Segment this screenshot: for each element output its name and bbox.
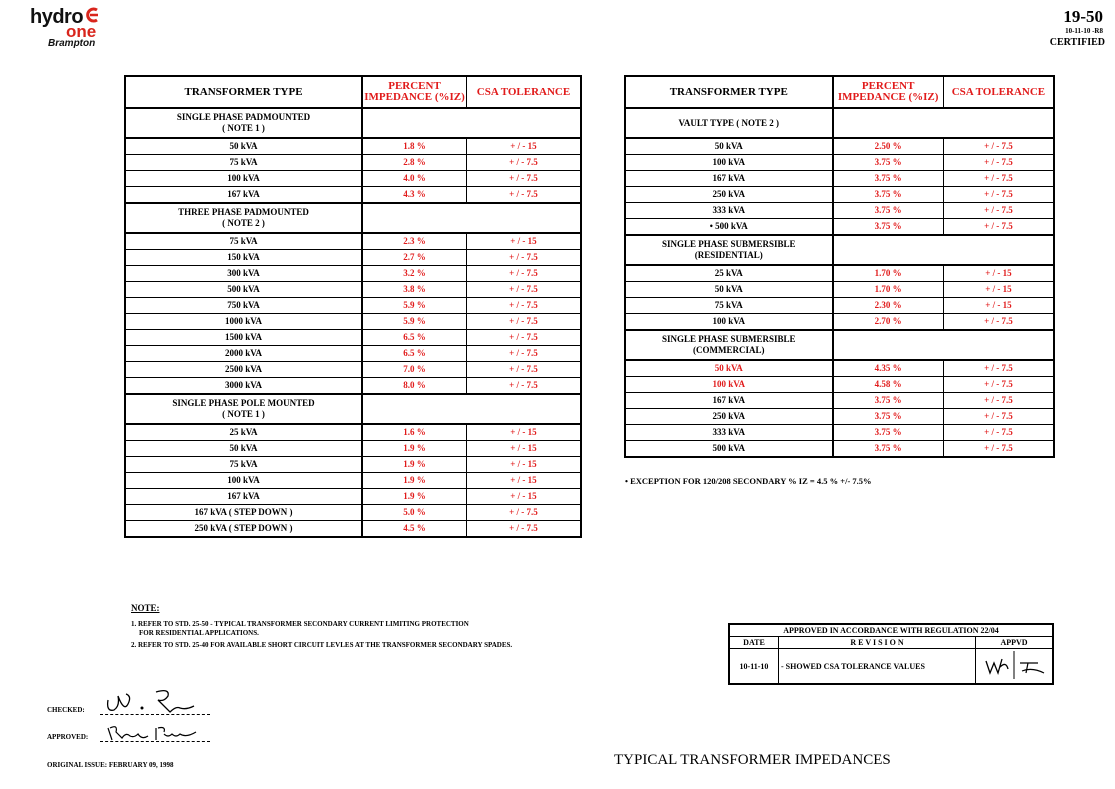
impedance-cell: 3.75 % xyxy=(833,393,944,409)
group-blank-cell xyxy=(362,108,581,138)
group-title-line2: ( NOTE 2 ) xyxy=(222,218,265,228)
table-row xyxy=(125,330,581,346)
impedance-cell: 8.0 % xyxy=(362,378,466,395)
group-header-row xyxy=(125,203,581,233)
impedance-cell: 6.5 % xyxy=(362,330,466,346)
rating-cell: 750 kVA xyxy=(125,298,362,314)
rating-cell: 167 kVA ( STEP DOWN ) xyxy=(125,505,362,521)
table-row xyxy=(125,441,581,457)
table-row xyxy=(125,521,581,538)
tolerance-cell: + / - 7.5 xyxy=(943,393,1054,409)
logo-one-text: one xyxy=(66,22,97,41)
rating-cell: 100 kVA xyxy=(625,155,833,171)
table-row xyxy=(125,473,581,489)
group-blank-cell xyxy=(833,108,1055,138)
rating-cell: 25 kVA xyxy=(125,424,362,441)
original-issue-date: ORIGINAL ISSUE: FEBRUARY 09, 1998 xyxy=(47,761,174,769)
impedance-cell: 7.0 % xyxy=(362,362,466,378)
tolerance-cell: + / - 7.5 xyxy=(466,330,581,346)
rating-cell: 50 kVA xyxy=(625,360,833,377)
group-title xyxy=(125,203,362,233)
rating-cell: 2000 kVA xyxy=(125,346,362,362)
table-row xyxy=(125,489,581,505)
notes-title: NOTE: xyxy=(131,603,160,613)
impedance-cell: 3.8 % xyxy=(362,282,466,298)
rating-cell: 75 kVA xyxy=(125,233,362,250)
tolerance-cell: + / - 7.5 xyxy=(466,171,581,187)
rating-cell: 75 kVA xyxy=(125,457,362,473)
right-impedance-table xyxy=(624,75,1055,458)
csa-tolerance-header: CSA TOLERANCE xyxy=(466,76,581,108)
tolerance-cell: + / - 7.5 xyxy=(943,441,1054,458)
note-1-continued: FOR RESIDENTIAL APPLICATIONS. xyxy=(139,629,259,637)
tolerance-cell: + / - 15 xyxy=(466,138,581,155)
tolerance-cell: + / - 7.5 xyxy=(943,155,1054,171)
table-row xyxy=(625,203,1054,219)
percent-impedance-header-line1: PERCENT xyxy=(388,80,441,92)
impedance-cell: 3.75 % xyxy=(833,171,944,187)
impedance-cell: 2.30 % xyxy=(833,298,944,314)
tolerance-cell: + / - 7.5 xyxy=(943,187,1054,203)
rating-cell: 167 kVA xyxy=(125,187,362,204)
note-1: 1. REFER TO STD. 25-50 - TYPICAL TRANSFORMER SECONDARY CURRENT LIMITING PROTECTION xyxy=(131,620,469,628)
group-title-line1: SINGLE PHASE PADMOUNTED xyxy=(176,112,311,122)
table-row xyxy=(625,282,1054,298)
impedance-cell: 3.75 % xyxy=(833,155,944,171)
group-title xyxy=(625,330,833,360)
rating-cell: 100 kVA xyxy=(125,171,362,187)
logo-hydro-text: hydro xyxy=(30,6,84,28)
tolerance-cell: + / - 7.5 xyxy=(943,203,1054,219)
tolerance-cell: + / - 7.5 xyxy=(466,266,581,282)
table-row xyxy=(125,457,581,473)
checked-label: CHECKED: xyxy=(47,706,85,714)
rating-cell: 50 kVA xyxy=(125,138,362,155)
group-blank-cell xyxy=(362,203,581,233)
revision-date-header: DATE xyxy=(729,637,779,649)
approval-initials-signature xyxy=(978,649,1050,681)
hydro-one-logo xyxy=(28,6,118,50)
tolerance-cell: + / - 15 xyxy=(466,233,581,250)
tolerance-cell: + / - 15 xyxy=(466,473,581,489)
rating-cell: 1500 kVA xyxy=(125,330,362,346)
checked-signature xyxy=(104,686,204,716)
impedance-cell: 5.9 % xyxy=(362,314,466,330)
impedance-cell: 3.2 % xyxy=(362,266,466,282)
tolerance-cell: + / - 7.5 xyxy=(466,250,581,266)
tolerance-cell: + / - 7.5 xyxy=(466,378,581,395)
impedance-cell: 1.6 % xyxy=(362,424,466,441)
impedance-cell: 2.7 % xyxy=(362,250,466,266)
rating-cell: 167 kVA xyxy=(125,489,362,505)
tolerance-cell: + / - 7.5 xyxy=(466,298,581,314)
impedance-cell: 1.9 % xyxy=(362,457,466,473)
rating-cell: 300 kVA xyxy=(125,266,362,282)
group-title-line1: VAULT TYPE ( NOTE 2 ) xyxy=(678,117,779,128)
table-header-row xyxy=(125,76,581,108)
rating-cell: 3000 kVA xyxy=(125,378,362,395)
table-row xyxy=(625,441,1054,458)
rating-cell: 50 kVA xyxy=(625,138,833,155)
group-title-line1: SINGLE PHASE POLE MOUNTED xyxy=(172,398,315,408)
rating-cell: 50 kVA xyxy=(125,441,362,457)
tolerance-cell: + / - 7.5 xyxy=(466,155,581,171)
rating-cell: 333 kVA xyxy=(625,425,833,441)
impedance-cell: 1.9 % xyxy=(362,489,466,505)
table-row xyxy=(125,424,581,441)
impedance-cell: 1.70 % xyxy=(833,265,944,282)
group-blank-cell xyxy=(833,235,1055,265)
percent-impedance-header-line2: IMPEDANCE (%IZ) xyxy=(837,91,939,103)
rating-cell: 75 kVA xyxy=(125,155,362,171)
tolerance-cell: + / - 15 xyxy=(943,282,1054,298)
impedance-cell: 2.8 % xyxy=(362,155,466,171)
group-header-row xyxy=(125,108,581,138)
table-row xyxy=(625,187,1054,203)
table-row xyxy=(125,187,581,204)
approved-signature xyxy=(104,720,204,744)
impedance-cell: 2.50 % xyxy=(833,138,944,155)
revision-row-date: 10-11-10 xyxy=(729,649,779,685)
impedance-cell: 1.70 % xyxy=(833,282,944,298)
group-blank-cell xyxy=(833,330,1055,360)
rating-cell: 2500 kVA xyxy=(125,362,362,378)
table-row xyxy=(125,346,581,362)
tolerance-cell: + / - 7.5 xyxy=(466,282,581,298)
impedance-cell: 3.75 % xyxy=(833,409,944,425)
impedance-cell: 4.3 % xyxy=(362,187,466,204)
table-row xyxy=(125,378,581,395)
group-title-line2: ( NOTE 1 ) xyxy=(222,123,265,133)
impedance-cell: 2.70 % xyxy=(833,314,944,331)
table-row xyxy=(625,155,1054,171)
rating-cell: 25 kVA xyxy=(625,265,833,282)
exception-note: • EXCEPTION FOR 120/208 SECONDARY % IZ = 4.5 % +/- 7.5% xyxy=(625,476,872,486)
rating-cell: 1000 kVA xyxy=(125,314,362,330)
group-title-line2: ( NOTE 1 ) xyxy=(222,409,265,419)
table-row xyxy=(125,250,581,266)
table-row xyxy=(125,155,581,171)
rating-cell: 100 kVA xyxy=(625,377,833,393)
transformer-type-header: TRANSFORMER TYPE xyxy=(125,76,362,108)
revision-appvd-header: APPVD xyxy=(976,637,1054,649)
impedance-cell: 2.3 % xyxy=(362,233,466,250)
tolerance-cell: + / - 7.5 xyxy=(943,138,1054,155)
rating-cell: 167 kVA xyxy=(625,171,833,187)
group-header-row xyxy=(625,108,1054,138)
impedance-cell: 1.9 % xyxy=(362,473,466,489)
table-row xyxy=(625,425,1054,441)
tolerance-cell: + / - 7.5 xyxy=(466,521,581,538)
revision-approval-initials xyxy=(976,649,1054,685)
percent-impedance-header-line1: PERCENT xyxy=(861,80,915,92)
approved-label: APPROVED: xyxy=(47,733,89,741)
tolerance-cell: + / - 15 xyxy=(466,424,581,441)
rating-cell: 250 kVA xyxy=(625,409,833,425)
group-title xyxy=(625,235,833,265)
revision-header: R E V I S I O N xyxy=(779,637,976,649)
rating-cell: 333 kVA xyxy=(625,203,833,219)
tolerance-cell: + / - 15 xyxy=(943,265,1054,282)
rating-cell: 500 kVA xyxy=(125,282,362,298)
rating-cell: 50 kVA xyxy=(625,282,833,298)
group-header-row xyxy=(625,330,1054,360)
impedance-cell: 6.5 % xyxy=(362,346,466,362)
tolerance-cell: + / - 7.5 xyxy=(943,360,1054,377)
group-title xyxy=(125,394,362,424)
impedance-cell: 5.9 % xyxy=(362,298,466,314)
impedance-cell: 1.8 % xyxy=(362,138,466,155)
table-row xyxy=(125,138,581,155)
note-2: 2. REFER TO STD. 25-40 FOR AVAILABLE SHORT CIRCUIT LEVLES AT THE TRANSFORMER SECONDARY SPADES. xyxy=(131,641,513,649)
group-title-line2: (COMMERCIAL) xyxy=(693,345,765,355)
rating-cell: • 500 kVA xyxy=(625,219,833,236)
rating-cell: 100 kVA xyxy=(625,314,833,331)
rating-cell: 250 kVA xyxy=(625,187,833,203)
impedance-cell: 4.58 % xyxy=(833,377,944,393)
standard-number: 19-50 xyxy=(1063,7,1103,26)
table-row xyxy=(125,505,581,521)
standard-revision-date: 10-11-10 -R8 xyxy=(1065,27,1103,35)
table-row xyxy=(625,377,1054,393)
tolerance-cell: + / - 7.5 xyxy=(943,171,1054,187)
table-row xyxy=(625,265,1054,282)
table-row xyxy=(625,171,1054,187)
table-row xyxy=(625,360,1054,377)
certified-status: CERTIFIED xyxy=(1049,37,1105,48)
left-impedance-table xyxy=(124,75,582,538)
table-row xyxy=(125,282,581,298)
logo-city-text: Brampton xyxy=(48,38,96,49)
tolerance-cell: + / - 15 xyxy=(466,489,581,505)
percent-impedance-header xyxy=(833,76,944,108)
tolerance-cell: + / - 7.5 xyxy=(466,314,581,330)
percent-impedance-header-line2: IMPEDANCE (%IZ) xyxy=(364,91,465,103)
tolerance-cell: + / - 7.5 xyxy=(943,219,1054,236)
rating-cell: 75 kVA xyxy=(625,298,833,314)
tolerance-cell: + / - 7.5 xyxy=(943,377,1054,393)
csa-tolerance-header: CSA TOLERANCE xyxy=(943,76,1054,108)
group-title-line2: (RESIDENTIAL) xyxy=(694,250,763,260)
table-row xyxy=(125,171,581,187)
rating-cell: 150 kVA xyxy=(125,250,362,266)
impedance-cell: 4.35 % xyxy=(833,360,944,377)
table-row xyxy=(125,266,581,282)
table-row xyxy=(625,138,1054,155)
transformer-type-header: TRANSFORMER TYPE xyxy=(625,76,833,108)
rating-cell: 250 kVA ( STEP DOWN ) xyxy=(125,521,362,538)
table-row xyxy=(125,362,581,378)
group-title xyxy=(125,108,362,138)
tolerance-cell: + / - 7.5 xyxy=(466,346,581,362)
table-row xyxy=(625,314,1054,331)
tolerance-cell: + / - 15 xyxy=(466,457,581,473)
approval-statement: APPROVED IN ACCORDANCE WITH REGULATION 22/04 xyxy=(729,624,1053,637)
group-title-line1: SINGLE PHASE SUBMERSIBLE xyxy=(661,239,796,249)
table-row xyxy=(125,233,581,250)
impedance-cell: 3.75 % xyxy=(833,219,944,236)
impedance-cell: 3.75 % xyxy=(833,187,944,203)
group-title-line1: SINGLE PHASE SUBMERSIBLE xyxy=(661,334,796,344)
group-title-line1: THREE PHASE PADMOUNTED xyxy=(178,207,309,217)
tolerance-cell: + / - 7.5 xyxy=(466,505,581,521)
impedance-cell: 5.0 % xyxy=(362,505,466,521)
impedance-cell: 3.75 % xyxy=(833,441,944,458)
table-row xyxy=(625,409,1054,425)
table-header-row xyxy=(625,76,1054,108)
impedance-cell: 4.5 % xyxy=(362,521,466,538)
table-row xyxy=(125,298,581,314)
table-row xyxy=(625,393,1054,409)
tolerance-cell: + / - 7.5 xyxy=(943,425,1054,441)
table-row xyxy=(625,298,1054,314)
impedance-cell: 3.75 % xyxy=(833,203,944,219)
impedance-cell: 1.9 % xyxy=(362,441,466,457)
group-blank-cell xyxy=(362,394,581,424)
tolerance-cell: + / - 15 xyxy=(466,441,581,457)
tolerance-cell: + / - 7.5 xyxy=(943,314,1054,331)
rating-cell: 100 kVA xyxy=(125,473,362,489)
rating-cell: 167 kVA xyxy=(625,393,833,409)
rating-cell: 500 kVA xyxy=(625,441,833,458)
group-title xyxy=(625,108,833,138)
tolerance-cell: + / - 15 xyxy=(943,298,1054,314)
tolerance-cell: + / - 7.5 xyxy=(943,409,1054,425)
revision-row-description: - SHOWED CSA TOLERANCE VALUES xyxy=(779,649,976,685)
impedance-cell: 3.75 % xyxy=(833,425,944,441)
document-title: TYPICAL TRANSFORMER IMPEDANCES xyxy=(614,752,891,768)
tolerance-cell: + / - 7.5 xyxy=(466,187,581,204)
tolerance-cell: + / - 7.5 xyxy=(466,362,581,378)
group-header-row xyxy=(125,394,581,424)
table-row xyxy=(125,314,581,330)
percent-impedance-header xyxy=(362,76,466,108)
table-row xyxy=(625,219,1054,236)
impedance-cell: 4.0 % xyxy=(362,171,466,187)
revision-block xyxy=(728,623,1054,685)
group-header-row xyxy=(625,235,1054,265)
